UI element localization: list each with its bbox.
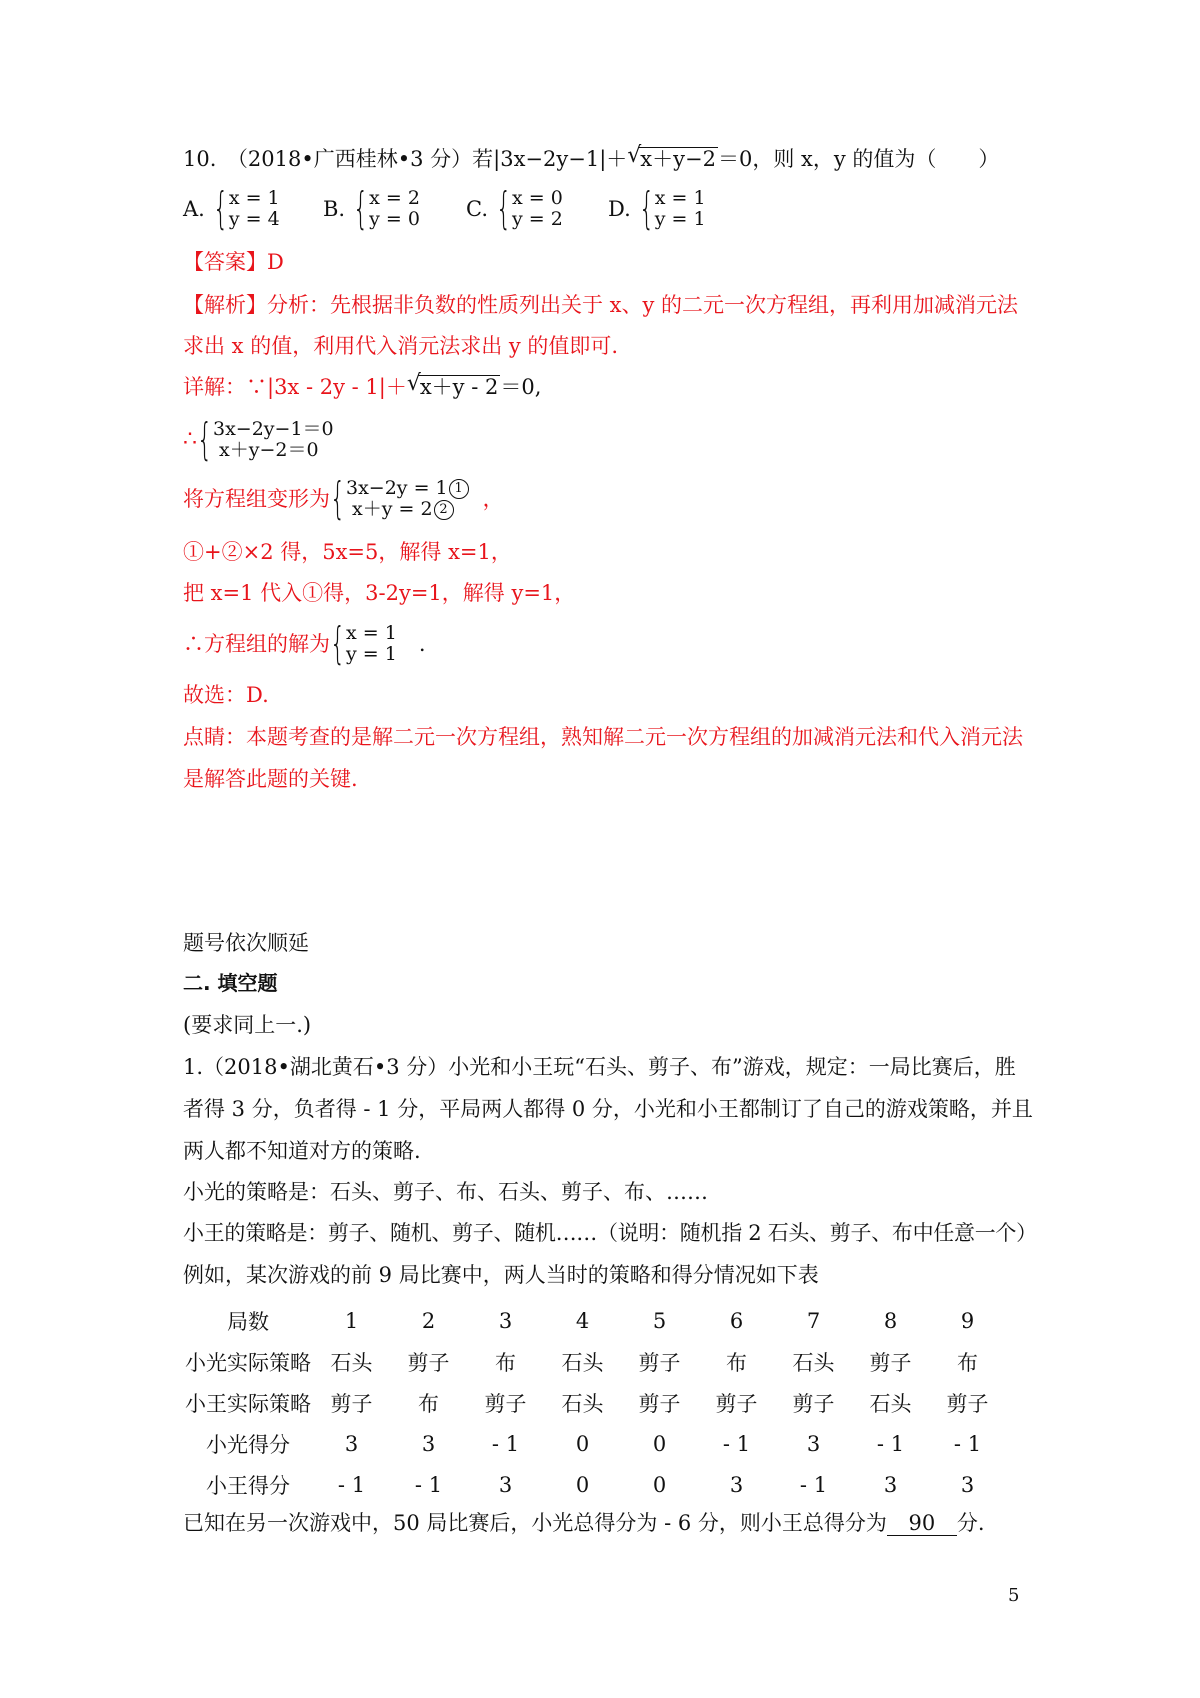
strategy-xiaowang: 小王的策略是：剪子、随机、剪子、随机……（说明：随机指 2 石头、剪子、布中任意一个）	[183, 1221, 1037, 1245]
option-row: x = 2	[369, 187, 420, 209]
table-header-row	[183, 1300, 1006, 1341]
strategy-xiaoguang: 小光的策略是：石头、剪子、布、石头、剪子、布、……	[183, 1180, 708, 1204]
q10-stem-prefix: 10. （2018•广西桂林•3 分）若|3x−2y−1|＋	[183, 147, 628, 171]
table-cell: 石头	[330, 1350, 373, 1375]
circled-number: 1	[449, 479, 469, 499]
detail-suffix: ＝0,	[500, 375, 542, 399]
option-row: y = 0	[369, 208, 420, 230]
comment-line-2: 是解答此题的关键.	[183, 767, 358, 791]
final-line	[183, 1508, 985, 1538]
equation-system-2: 将方程组变形为 { 3x−2y = 1 1 x＋y = 2 2 ，	[183, 473, 504, 524]
comment-line-1: 点睛：本题考查的是解二元一次方程组，熟知解二元一次方程组的加减消元法和代入消元法	[183, 725, 1023, 749]
table-cell: 7	[806, 1308, 821, 1333]
table-cell: 3	[806, 1431, 821, 1456]
equation-system-1: ∴ { 3x−2y−1＝0 x＋y−2＝0	[183, 414, 334, 465]
table-cell: - 1	[876, 1431, 905, 1456]
table-cell: 剪子	[715, 1391, 758, 1416]
table-cell: 石头	[869, 1391, 912, 1416]
table-cell: 剪子	[407, 1350, 450, 1375]
table-cell: 局数	[227, 1309, 269, 1334]
table-cell: 石头	[792, 1350, 835, 1375]
analysis-line-2: 求出 x 的值，利用代入消元法求出 y 的值即可.	[183, 334, 619, 358]
table-cell: 布	[726, 1350, 747, 1375]
solution-text: ∴方程组的解为	[183, 632, 330, 656]
table-row	[183, 1341, 1006, 1382]
system-row: x＋y−2＝0	[219, 439, 319, 461]
table-cell: 剪子	[330, 1391, 373, 1416]
q1-line-1: 1.（2018•湖北黄石•3 分）小光和小王玩“石头、剪子、布”游戏，规定：一局比赛后，胜	[183, 1055, 1016, 1079]
system-row: x = 1	[346, 622, 397, 644]
table-cell: 3	[498, 1308, 513, 1333]
table-cell: 剪子	[484, 1391, 527, 1416]
order-note: 题号依次顺延	[183, 931, 309, 955]
table-cell: 3	[960, 1472, 975, 1497]
option-b: B. { x = 2 y = 0	[323, 183, 420, 234]
example-line: 例如，某次游戏的前 9 局比赛中，两人当时的策略和得分情况如下表	[183, 1263, 819, 1287]
option-row: x = 0	[512, 187, 563, 209]
option-row: x = 1	[654, 187, 706, 209]
table-row	[183, 1423, 1006, 1464]
transform-text: 将方程组变形为	[183, 487, 330, 511]
option-row: x = 1	[228, 187, 280, 209]
table-cell: - 1	[337, 1472, 366, 1497]
solution-line: ∴方程组的解为 { x = 1 y = 1 .	[183, 618, 426, 669]
option-d: D. { x = 1 y = 1	[608, 183, 706, 234]
sqrt-radicand: x＋y−2	[640, 147, 716, 171]
table-cell: 0	[575, 1431, 590, 1456]
option-label: A.	[183, 197, 205, 221]
table-row	[183, 1464, 1006, 1505]
system-row: 3x−2y = 1	[346, 477, 448, 499]
q10-stem	[183, 144, 999, 174]
circled-number: 2	[434, 500, 454, 520]
table-cell: 2	[421, 1308, 436, 1333]
option-a: A. { x = 1 y = 4	[183, 183, 280, 234]
table-cell: 小王得分	[206, 1473, 290, 1498]
system-tail: ，	[482, 487, 504, 511]
table-cell: 8	[883, 1308, 898, 1333]
sqrt-expression: √ x＋y−2	[627, 143, 716, 171]
table-cell: 3	[883, 1472, 898, 1497]
table-cell: 1	[344, 1308, 359, 1333]
table-cell: - 1	[414, 1472, 443, 1497]
table-cell: 3	[498, 1472, 513, 1497]
option-c: C. { x = 0 y = 2	[466, 183, 563, 234]
system-row: 3x−2y−1＝0	[213, 418, 334, 440]
table-cell: 3	[344, 1431, 359, 1456]
table-cell: 剪子	[946, 1391, 989, 1416]
q1-line-2: 者得 3 分，负者得 - 1 分，平局两人都得 0 分，小光和小王都制订了自己的游戏策略，并且	[183, 1097, 1033, 1121]
answer-blank: 90	[887, 1511, 957, 1536]
detail-prefix: 详解：∵|3x - 2y - 1|＋	[183, 375, 407, 399]
option-row: y = 2	[512, 208, 563, 230]
section-requirement: (要求同上一.)	[183, 1013, 312, 1037]
table-cell: 布	[957, 1350, 978, 1375]
table-cell: 0	[652, 1472, 667, 1497]
table-cell: 剪子	[638, 1391, 681, 1416]
solution-tail: .	[418, 632, 426, 656]
table-cell: 6	[729, 1308, 744, 1333]
table-cell: 小王实际策略	[185, 1391, 311, 1416]
choose-line: 故选：D.	[183, 683, 269, 707]
table-cell: 4	[575, 1308, 590, 1333]
table-cell: 剪子	[869, 1350, 912, 1375]
table-cell: 5	[652, 1308, 667, 1333]
detail-line	[183, 372, 541, 402]
step-1: ①+②×2 得，5x=5，解得 x=1，	[183, 540, 512, 564]
option-label: D.	[608, 197, 631, 221]
section-heading: 二. 填空题	[183, 971, 278, 995]
sqrt-radicand: x＋y - 2	[419, 375, 499, 399]
answer-line: 【答案】D	[183, 250, 284, 274]
table-cell: 3	[421, 1431, 436, 1456]
therefore-symbol: ∴	[183, 427, 197, 452]
table-cell: 9	[960, 1308, 975, 1333]
table-cell: - 1	[799, 1472, 828, 1497]
table-cell: 小光得分	[206, 1432, 290, 1457]
table-cell: 布	[418, 1391, 439, 1416]
table-cell: 0	[652, 1431, 667, 1456]
option-row: y = 1	[654, 208, 706, 230]
table-cell: 3	[729, 1472, 744, 1497]
score-table	[183, 1300, 1006, 1505]
table-cell: 小光实际策略	[185, 1350, 311, 1375]
page-number: 5	[1008, 1585, 1020, 1606]
table-row	[183, 1382, 1006, 1423]
final-suffix: 分.	[956, 1511, 985, 1535]
final-prefix: 已知在另一次游戏中，50 局比赛后，小光总得分为 - 6 分，则小王总得分为	[183, 1511, 887, 1535]
table-cell: 布	[495, 1350, 516, 1375]
option-label: B.	[323, 197, 346, 221]
table-cell: - 1	[491, 1431, 520, 1456]
analysis-line-1: 【解析】分析：先根据非负数的性质列出关于 x、y 的二元一次方程组，再利用加减消元法	[183, 293, 1019, 317]
sqrt-expression: √ x＋y - 2	[406, 371, 499, 399]
q10-stem-suffix: ＝0，则 x，y 的值为（ ）	[717, 147, 1000, 171]
table-cell: 石头	[561, 1391, 604, 1416]
table-cell: 0	[575, 1472, 590, 1497]
option-label: C.	[466, 197, 488, 221]
table-cell: - 1	[953, 1431, 982, 1456]
table-cell: 剪子	[792, 1391, 835, 1416]
system-row: x＋y = 2	[352, 498, 433, 520]
system-row: y = 1	[346, 643, 397, 665]
table-cell: - 1	[722, 1431, 751, 1456]
table-cell: 剪子	[638, 1350, 681, 1375]
q1-line-3: 两人都不知道对方的策略.	[183, 1139, 421, 1163]
step-2: 把 x=1 代入①得，3-2y=1，解得 y=1，	[183, 581, 576, 605]
option-row: y = 4	[228, 208, 280, 230]
table-cell: 石头	[561, 1350, 604, 1375]
